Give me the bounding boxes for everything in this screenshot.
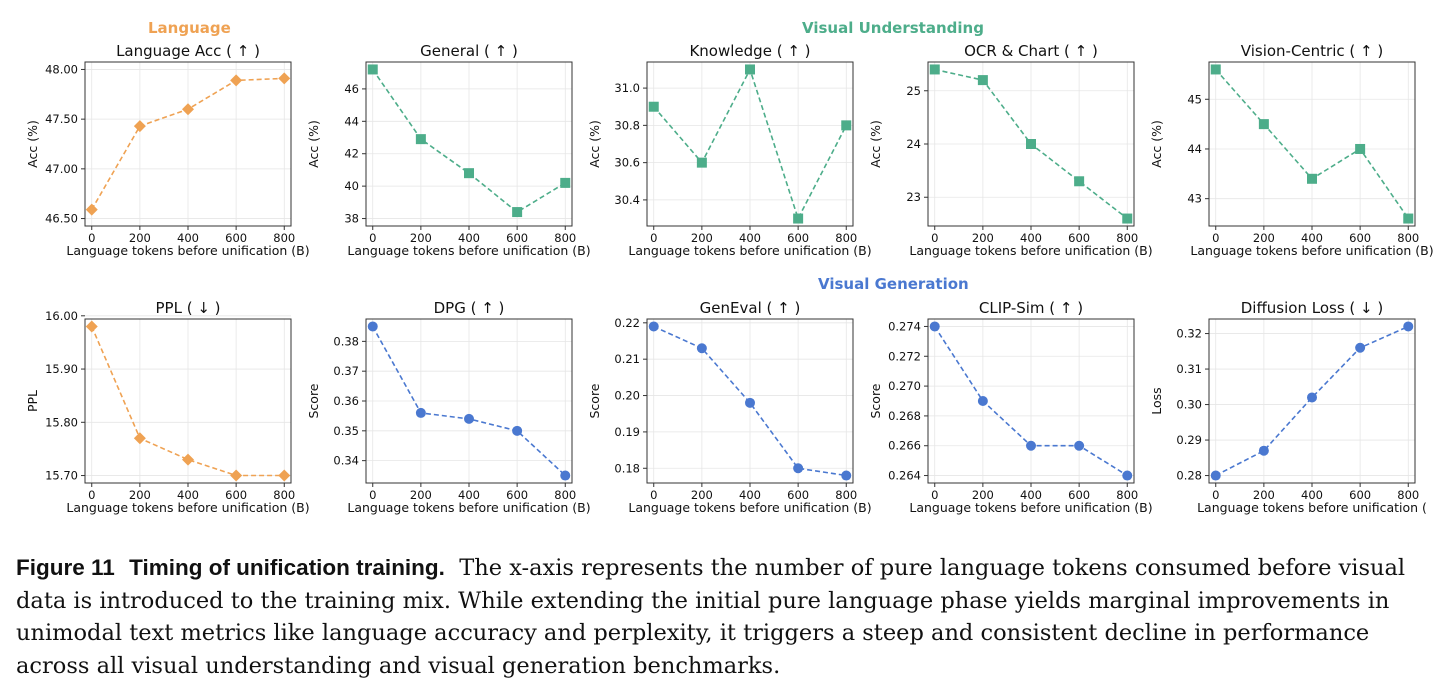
- data-point: [793, 463, 803, 473]
- y-axis-label: Score: [868, 383, 883, 419]
- y-axis-label: Loss: [1149, 387, 1164, 415]
- y-tick-label: 47.00: [45, 161, 78, 176]
- x-tick-label: 800: [835, 231, 858, 245]
- data-point: [230, 470, 242, 482]
- chart-1: [306, 42, 591, 258]
- x-tick-label: 400: [177, 231, 199, 245]
- data-point: [649, 321, 659, 331]
- y-axis-label: Score: [587, 383, 602, 419]
- x-tick-label: 400: [739, 231, 761, 245]
- y-tick-label: 46: [344, 81, 359, 96]
- x-tick-label: 0: [931, 231, 939, 245]
- y-tick-label: 44: [1187, 141, 1202, 156]
- data-point: [1122, 471, 1132, 481]
- data-point: [1355, 343, 1365, 353]
- x-tick-label: 200: [971, 488, 994, 502]
- x-tick-label: 800: [1397, 231, 1420, 245]
- x-axis-label: Language tokens before unification (B): [66, 500, 310, 515]
- data-point: [278, 72, 290, 84]
- x-tick-label: 400: [177, 488, 199, 502]
- y-tick-label: 16.00: [45, 308, 78, 323]
- x-tick-label: 400: [1020, 488, 1042, 502]
- x-tick-label: 800: [835, 488, 858, 502]
- y-axis-label: Acc (%): [1149, 120, 1164, 168]
- x-axis-label: Language tokens before unification (B): [347, 243, 591, 258]
- x-tick-label: 200: [690, 231, 713, 245]
- y-tick-label: 43: [1187, 191, 1202, 206]
- x-tick-label: 200: [409, 231, 432, 245]
- x-axis-label: Language tokens before unification (B): [628, 243, 872, 258]
- y-tick-label: 0.272: [888, 349, 921, 364]
- y-tick-label: 0.28: [1176, 468, 1202, 483]
- x-axis-label: Language tokens before unification (B): [628, 500, 872, 515]
- chart-title: DPG ( ↑ ): [433, 299, 505, 317]
- caption-title: Timing of unification training.: [129, 555, 445, 580]
- y-axis-label: PPL: [25, 389, 40, 413]
- y-tick-label: 0.19: [614, 424, 640, 439]
- x-axis-label: Language tokens before unification (: [1197, 500, 1427, 515]
- y-axis-label: Acc (%): [868, 120, 883, 168]
- group-title-visual-understanding: Visual Understanding: [802, 19, 984, 37]
- data-point: [512, 426, 522, 436]
- data-point: [841, 120, 851, 130]
- data-point: [560, 178, 570, 188]
- x-tick-label: 200: [128, 488, 151, 502]
- y-tick-label: 46.50: [45, 211, 78, 226]
- data-point: [745, 64, 755, 74]
- y-tick-label: 0.30: [1176, 397, 1202, 412]
- chart-title: GenEval ( ↑ ): [699, 299, 801, 317]
- x-tick-label: 600: [1349, 488, 1372, 502]
- x-tick-label: 800: [1397, 488, 1420, 502]
- data-point: [134, 120, 146, 132]
- chart-title: Diffusion Loss ( ↓ ): [1240, 299, 1384, 317]
- chart-9: [1149, 299, 1427, 515]
- data-point: [464, 414, 474, 424]
- y-tick-label: 15.70: [45, 468, 78, 483]
- chart-0: [25, 42, 310, 258]
- y-tick-label: 47.50: [45, 112, 78, 127]
- y-tick-label: 38: [344, 211, 359, 226]
- y-tick-label: 0.264: [888, 468, 921, 483]
- x-tick-label: 400: [458, 231, 480, 245]
- x-tick-label: 0: [650, 231, 658, 245]
- x-tick-label: 600: [787, 231, 810, 245]
- chart-2: [587, 42, 872, 258]
- y-tick-label: 42: [344, 146, 359, 161]
- x-tick-label: 600: [506, 488, 529, 502]
- x-tick-label: 400: [739, 488, 761, 502]
- y-tick-label: 0.37: [333, 364, 359, 379]
- x-tick-label: 600: [787, 488, 810, 502]
- data-point: [1259, 446, 1269, 456]
- x-tick-label: 0: [1212, 488, 1220, 502]
- y-tick-label: 30.4: [614, 192, 640, 207]
- data-point: [86, 320, 98, 332]
- data-point: [1074, 441, 1084, 451]
- group-title-language: Language: [148, 19, 231, 37]
- chart-title: Vision-Centric ( ↑ ): [1240, 42, 1384, 60]
- data-point: [368, 321, 378, 331]
- chart-4: [1149, 42, 1434, 258]
- data-point: [182, 454, 194, 466]
- x-tick-label: 600: [225, 488, 248, 502]
- data-point: [1211, 471, 1221, 481]
- x-tick-label: 600: [225, 231, 248, 245]
- x-axis-label: Language tokens before unification (B): [66, 243, 310, 258]
- y-tick-label: 15.90: [45, 362, 78, 377]
- group-title-visual-generation: Visual Generation: [818, 275, 969, 293]
- chart-title: General ( ↑ ): [420, 42, 518, 60]
- y-tick-label: 30.8: [614, 118, 640, 133]
- x-tick-label: 600: [1349, 231, 1372, 245]
- data-point: [745, 398, 755, 408]
- x-axis-label: Language tokens before unification (B): [1190, 243, 1434, 258]
- x-tick-label: 0: [369, 488, 377, 502]
- x-tick-label: 200: [971, 231, 994, 245]
- x-tick-label: 600: [1068, 231, 1091, 245]
- data-point: [1026, 441, 1036, 451]
- x-tick-label: 0: [88, 231, 96, 245]
- chart-title: Language Acc ( ↑ ): [116, 42, 260, 60]
- y-tick-label: 0.35: [333, 423, 359, 438]
- y-axis-label: Score: [306, 383, 321, 419]
- x-axis-label: Language tokens before unification (B): [909, 243, 1153, 258]
- caption-text: The x-axis represents the number of pure language tokens consumed before visual data is introduced to the training mix. While extending the initial pure language phase yields marginal improvements in unimodal text metrics like language accuracy and perplexity, it triggers a steep and consistent decline in performance across all visual understanding and visual generation benchmarks.: [16, 555, 1406, 679]
- data-point: [416, 408, 426, 418]
- x-tick-label: 800: [1116, 231, 1139, 245]
- y-tick-label: 40: [344, 179, 359, 194]
- y-tick-label: 24: [906, 137, 921, 151]
- chart-title: CLIP-Sim ( ↑ ): [978, 299, 1084, 317]
- y-tick-label: 48.00: [45, 62, 78, 77]
- data-point: [512, 207, 522, 217]
- data-point: [86, 204, 98, 216]
- x-tick-label: 200: [1252, 488, 1275, 502]
- y-tick-label: 0.266: [888, 438, 921, 453]
- y-tick-label: 15.80: [45, 415, 78, 430]
- x-tick-label: 200: [128, 231, 151, 245]
- y-tick-label: 25: [906, 83, 921, 98]
- data-point: [1307, 174, 1317, 184]
- data-point: [841, 471, 851, 481]
- y-tick-label: 0.18: [614, 461, 640, 476]
- data-point: [182, 103, 194, 115]
- data-point: [560, 471, 570, 481]
- y-tick-label: 45: [1187, 92, 1202, 107]
- data-point: [1355, 144, 1365, 154]
- x-tick-label: 0: [1212, 231, 1220, 245]
- y-tick-label: 0.21: [614, 352, 640, 367]
- y-axis-label: Acc (%): [25, 120, 40, 168]
- y-axis-label: Acc (%): [306, 120, 321, 168]
- data-point: [1259, 119, 1269, 129]
- y-tick-label: 0.32: [1176, 326, 1202, 341]
- chart-8: [868, 299, 1153, 515]
- data-point: [930, 64, 940, 74]
- x-tick-label: 800: [554, 231, 577, 245]
- x-tick-label: 200: [690, 488, 713, 502]
- data-point: [464, 168, 474, 178]
- x-tick-label: 600: [506, 231, 529, 245]
- y-tick-label: 0.274: [888, 319, 921, 334]
- y-tick-label: 0.270: [888, 379, 921, 394]
- chart-5: [25, 299, 310, 515]
- caption-label: Figure 11: [16, 555, 115, 580]
- x-tick-label: 600: [1068, 488, 1091, 502]
- x-axis-label: Language tokens before unification (B): [347, 500, 591, 515]
- data-point: [1211, 64, 1221, 74]
- data-point: [1026, 139, 1036, 149]
- data-point: [134, 432, 146, 444]
- data-point: [930, 321, 940, 331]
- data-point: [978, 396, 988, 406]
- y-tick-label: 0.29: [1176, 433, 1202, 448]
- x-tick-label: 800: [273, 488, 296, 502]
- x-tick-label: 800: [554, 488, 577, 502]
- x-tick-label: 200: [1252, 231, 1275, 245]
- y-tick-label: 23: [906, 190, 921, 205]
- y-tick-label: 0.22: [614, 315, 640, 330]
- y-tick-label: 0.36: [333, 394, 359, 408]
- x-tick-label: 0: [88, 488, 96, 502]
- y-tick-label: 31.0: [614, 81, 640, 96]
- y-tick-label: 0.31: [1176, 362, 1202, 377]
- data-point: [1307, 392, 1317, 402]
- chart-7: [587, 299, 872, 515]
- x-tick-label: 200: [409, 488, 432, 502]
- chart-6: [306, 299, 591, 515]
- x-tick-label: 400: [1020, 231, 1042, 245]
- data-point: [1074, 176, 1084, 186]
- chart-title: PPL ( ↓ ): [155, 299, 221, 317]
- chart-3: [868, 42, 1153, 258]
- data-point: [230, 74, 242, 86]
- y-tick-label: 0.268: [888, 408, 921, 423]
- x-tick-label: 400: [1301, 488, 1323, 502]
- data-point: [793, 214, 803, 224]
- data-point: [978, 75, 988, 85]
- y-axis-label: Acc (%): [587, 120, 602, 168]
- data-point: [1403, 321, 1413, 331]
- data-point: [649, 102, 659, 112]
- x-tick-label: 400: [458, 488, 480, 502]
- y-tick-label: 30.6: [614, 155, 640, 170]
- chart-title: OCR & Chart ( ↑ ): [964, 42, 1098, 60]
- data-point: [368, 64, 378, 74]
- y-tick-label: 0.20: [614, 388, 640, 403]
- x-tick-label: 800: [1116, 488, 1139, 502]
- x-tick-label: 0: [931, 488, 939, 502]
- data-point: [1122, 214, 1132, 224]
- data-point: [697, 158, 707, 168]
- x-tick-label: 0: [369, 231, 377, 245]
- y-tick-label: 44: [344, 114, 359, 129]
- chart-title: Knowledge ( ↑ ): [689, 42, 811, 60]
- x-tick-label: 0: [650, 488, 658, 502]
- data-point: [697, 343, 707, 353]
- x-tick-label: 800: [273, 231, 296, 245]
- y-tick-label: 0.38: [333, 334, 359, 349]
- data-point: [278, 470, 290, 482]
- data-point: [1403, 214, 1413, 224]
- figure-caption: [16, 552, 1428, 682]
- data-point: [416, 134, 426, 144]
- x-tick-label: 400: [1301, 231, 1323, 245]
- x-axis-label: Language tokens before unification (B): [909, 500, 1153, 515]
- y-tick-label: 0.34: [333, 453, 359, 468]
